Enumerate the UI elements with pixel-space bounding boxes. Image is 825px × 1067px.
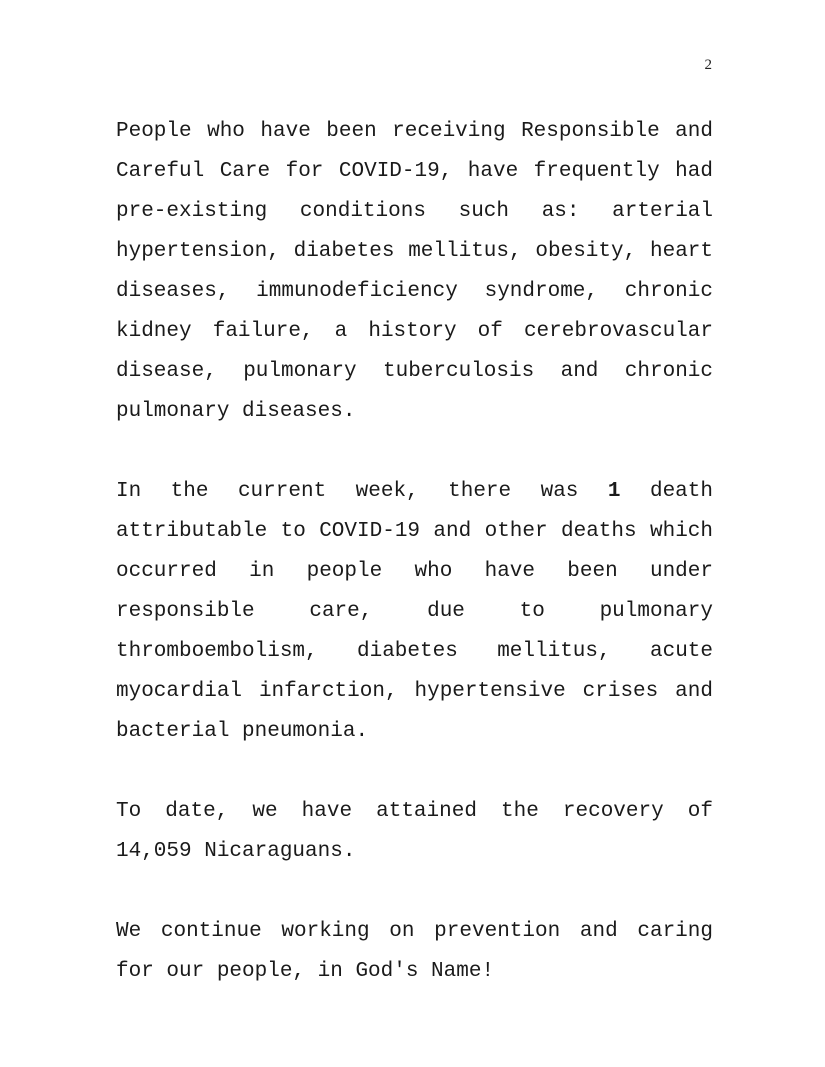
paragraph-preexisting-conditions: People who have been receiving Responsible and Careful Care for COVID-19, have frequently had pre-existing conditions such as: arterial hypertension, diabetes mellitus, obesity, heart diseases, immunodeficiency syndrome, chronic kidney failure, a history of cerebrovascular disease, pulmonary tuberculosis and chronic pulmonary diseases. [116, 120, 713, 423]
paragraph-text: death attributable to COVID-19 and other deaths which occurred in people who have been under responsible care, due to pulmonary thromboembolism, diabetes mellitus, acute myocardial infarction, hypertensive crises and bacterial pneumonia. [116, 480, 713, 743]
page-number: 2 [704, 57, 712, 73]
document-body [116, 112, 713, 992]
paragraph-weekly-deaths [116, 472, 713, 752]
paragraph-recoveries: To date, we have attained the recovery of 14,059 Nicaraguans. [116, 800, 713, 863]
death-count: 1 [607, 480, 621, 503]
paragraph-closing: We continue working on prevention and caring for our people, in God's Name! [116, 920, 713, 983]
paragraph-text: In the current week, there was [116, 480, 608, 503]
